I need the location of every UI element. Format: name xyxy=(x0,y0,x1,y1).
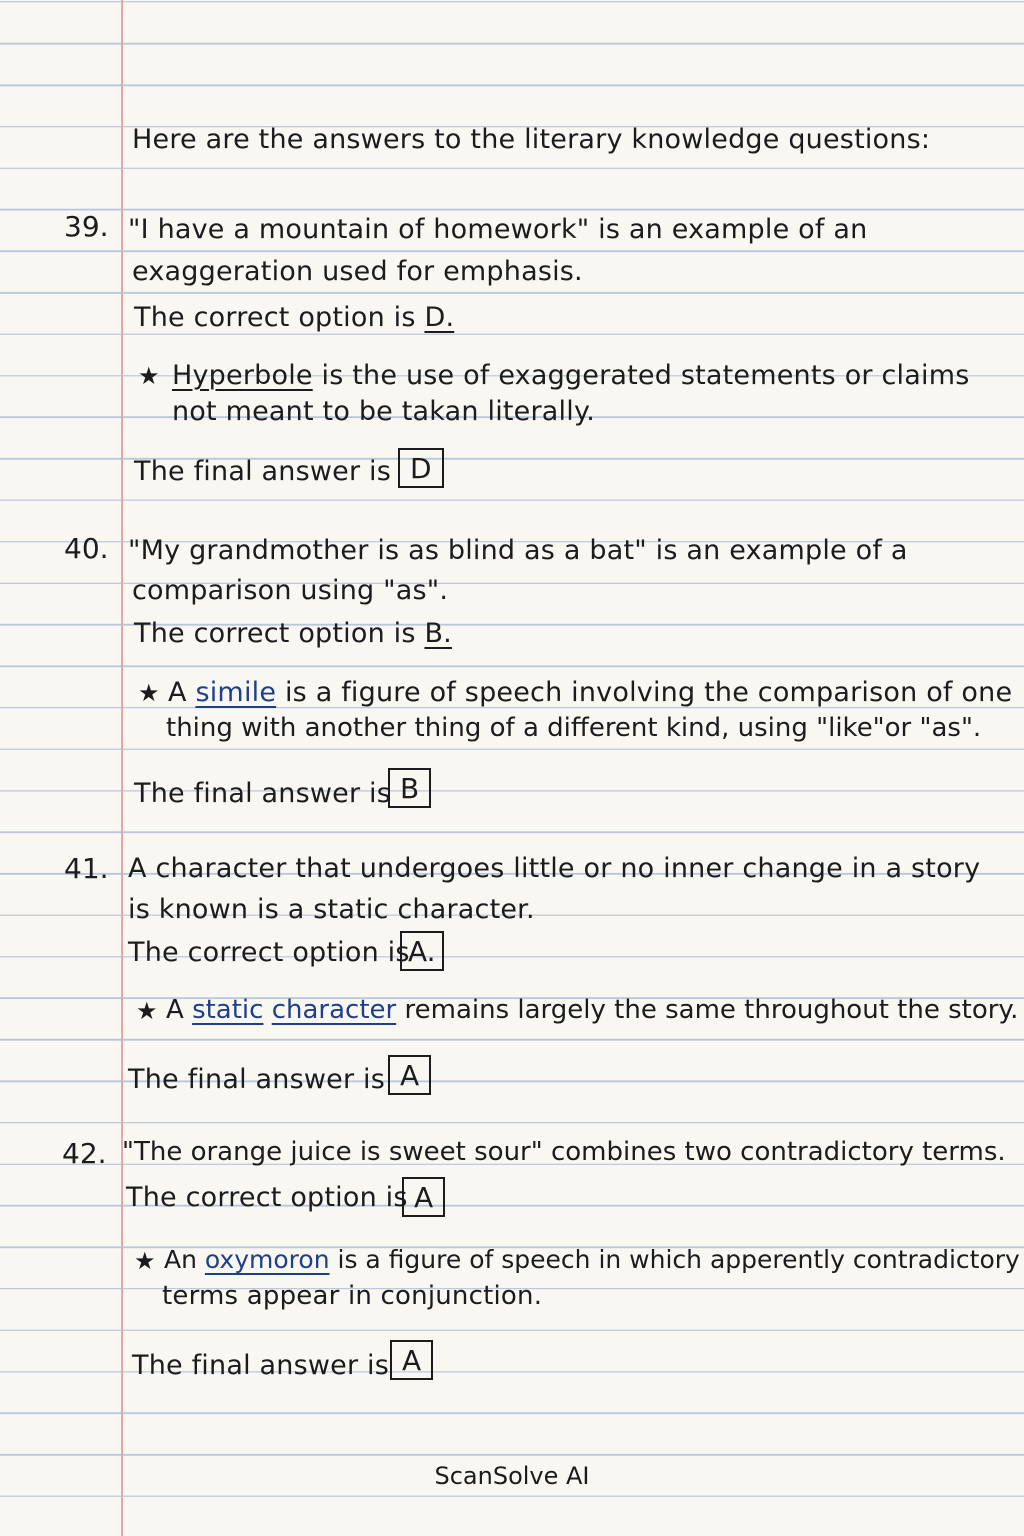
note-rest: is a figure of speech in which apperently contradictory xyxy=(337,1245,1020,1274)
note-rest: is a figure of speech involving the comparison of one xyxy=(284,677,1013,708)
note-pre: An xyxy=(164,1245,197,1274)
final-answer-box: A xyxy=(390,1340,433,1380)
question-text: "The orange juice is sweet sour" combines two contradictory terms. xyxy=(122,1137,1006,1167)
question-number: 41. xyxy=(64,852,109,885)
term-hyperbole: Hyperbole xyxy=(172,360,313,391)
star-icon: ★ xyxy=(136,997,158,1025)
question-number: 40. xyxy=(64,532,109,565)
note-text xyxy=(166,995,1018,1025)
final-answer-label: The final answer is xyxy=(134,456,392,487)
question-number: 39. xyxy=(64,210,109,243)
question-number: 42. xyxy=(62,1137,107,1170)
term-character: character xyxy=(271,995,397,1025)
question-text: exaggeration used for emphasis. xyxy=(132,256,583,287)
note-pre: A xyxy=(166,995,184,1025)
final-answer-box: A xyxy=(388,1055,431,1095)
question-text: "My grandmother is as blind as a bat" is an example of a xyxy=(128,535,908,566)
note-text xyxy=(164,1245,1020,1274)
note-text: thing with another thing of a different kind, using "like"or "as". xyxy=(166,713,982,743)
star-icon: ★ xyxy=(138,362,160,390)
final-answer-label: The final answer is xyxy=(134,778,392,809)
margin-line xyxy=(121,0,123,1536)
question-text: comparison using "as". xyxy=(132,575,449,606)
question-text: "I have a mountain of homework" is an example of an xyxy=(128,214,868,245)
star-icon: ★ xyxy=(138,679,160,707)
correct-option-label: The correct option is xyxy=(128,937,410,968)
correct-option-label: The correct option is xyxy=(134,302,416,333)
correct-option-line xyxy=(134,302,454,333)
final-answer-label: The final answer is xyxy=(132,1350,390,1381)
footer-brand: ScanSolve AI xyxy=(434,1462,590,1490)
correct-option-value: D. xyxy=(424,302,455,333)
note-rest: is the use of exaggerated statements or claims xyxy=(321,360,970,391)
note-pre: A xyxy=(168,677,187,708)
note-text xyxy=(168,677,1012,708)
correct-option-box: A. xyxy=(400,931,444,971)
correct-option-line xyxy=(134,618,452,649)
note-rest: remains largely the same throughout the story. xyxy=(404,995,1019,1025)
star-icon: ★ xyxy=(134,1247,156,1275)
term-static: static xyxy=(192,995,264,1025)
correct-option-label: The correct option is xyxy=(134,618,416,649)
correct-option-label: The correct option is xyxy=(126,1182,408,1213)
final-answer-label: The final answer is xyxy=(128,1064,386,1095)
note-text: terms appear in conjunction. xyxy=(162,1281,543,1311)
final-answer-box: D xyxy=(398,448,444,488)
term-oxymoron: oxymoron xyxy=(204,1245,330,1274)
question-text: is known is a static character. xyxy=(128,894,535,925)
note-text xyxy=(172,360,969,391)
note-text: not meant to be takan literally. xyxy=(172,396,596,427)
final-answer-box: B xyxy=(388,768,431,808)
correct-option-box: A xyxy=(402,1177,445,1217)
correct-option-value: B. xyxy=(424,618,452,649)
intro-text: Here are the answers to the literary knowledge questions: xyxy=(132,124,931,155)
question-text: A character that undergoes little or no inner change in a story xyxy=(128,853,981,884)
term-simile: simile xyxy=(195,677,277,708)
